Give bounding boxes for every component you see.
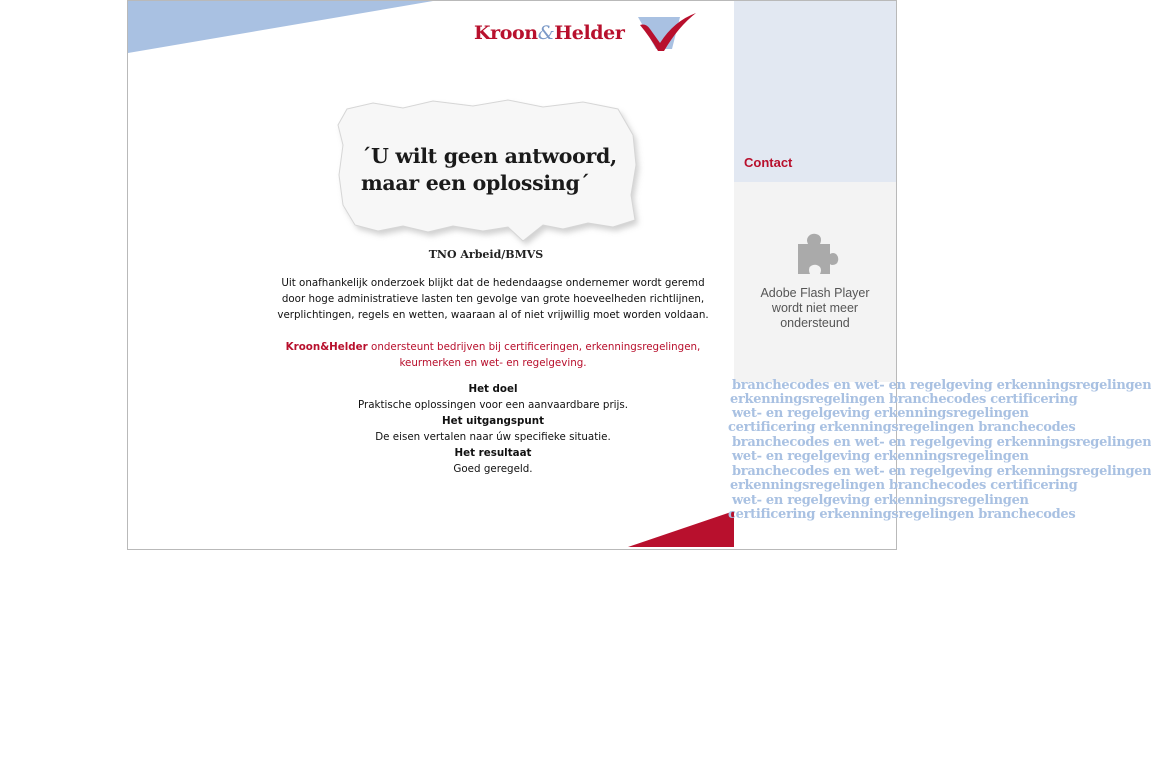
company-name: Kroon&Helder xyxy=(285,341,368,353)
section-heading-goal: Het doel xyxy=(468,383,518,395)
puzzle-piece-icon xyxy=(792,230,840,278)
intro-content xyxy=(274,275,712,477)
section-text-starting-point: De eisen vertalen naar úw specifieke situatie. xyxy=(375,431,611,443)
quote-line-1: ´U wilt geen antwoord, xyxy=(361,144,617,168)
section-heading-starting-point: Het uitgangspunt xyxy=(442,415,544,427)
pattern-line: branchecodes en wet- en regelgeving erkenningsregelingen xyxy=(732,464,1151,479)
pattern-line: erkenningsregelingen branchecodes certificering xyxy=(730,478,1078,493)
section-text-goal: Praktische oplossingen voor een aanvaardbare prijs. xyxy=(357,399,629,411)
sidebar xyxy=(728,1,1151,549)
pattern-line: branchecodes en wet- en regelgeving erkenningsregelingen xyxy=(732,435,1151,450)
contact-link[interactable]: Contact xyxy=(744,155,793,170)
pattern-line: branchecodes en wet- en regelgeving erkenningsregelingen xyxy=(732,378,1151,393)
hero-quote xyxy=(361,143,651,197)
quote-source: TNO Arbeid/BMVS xyxy=(428,248,544,261)
checkmark-logo-icon xyxy=(634,11,698,53)
brand-logo[interactable] xyxy=(474,11,704,55)
decorative-text-pattern xyxy=(728,378,1151,549)
section-text-result: Goed geregeld. xyxy=(453,463,533,475)
pattern-line: erkenningsregelingen branchecodes certificering xyxy=(730,392,1078,407)
page-frame xyxy=(127,0,1151,550)
red-corner-shape xyxy=(628,511,734,547)
support-text: ondersteunt bedrijven bij certificeringen, erkenningsregelingen, keurmerken en wet- en regelgeving. xyxy=(371,341,701,369)
pattern-line: certificering erkenningsregelingen branchecodes xyxy=(728,420,1076,435)
quote-line-2: maar een oplossing´ xyxy=(361,171,590,195)
intro-paragraph: Uit onafhankelijk onderzoek blijkt dat de hedendaagse ondernemer wordt geremd door hoge administratieve lasten ten gevolge van grote hoeveelheden richtlijnen, verplichtingen, regels en wetten, waaraan al of niet vrijwillig moet worden voldaan. xyxy=(277,277,709,321)
flash-plugin-placeholder xyxy=(734,182,896,382)
pattern-line: certificering erkenningsregelingen branchecodes xyxy=(728,507,1076,522)
logo-wordmark: Kroon&Helder xyxy=(474,22,625,44)
pattern-line: wet- en regelgeving erkenningsregelingen xyxy=(732,449,1029,464)
support-paragraph xyxy=(274,339,712,371)
section-heading-result: Het resultaat xyxy=(454,447,532,459)
sidebar-nav xyxy=(734,1,896,182)
pattern-line: wet- en regelgeving erkenningsregelingen xyxy=(732,493,1029,508)
pattern-line: wet- en regelgeving erkenningsregelingen xyxy=(732,406,1029,421)
flash-unsupported-message: Adobe Flash Player wordt niet meer ondersteund xyxy=(760,286,870,330)
main-content-area xyxy=(128,1,734,549)
quote-paper xyxy=(333,95,643,245)
